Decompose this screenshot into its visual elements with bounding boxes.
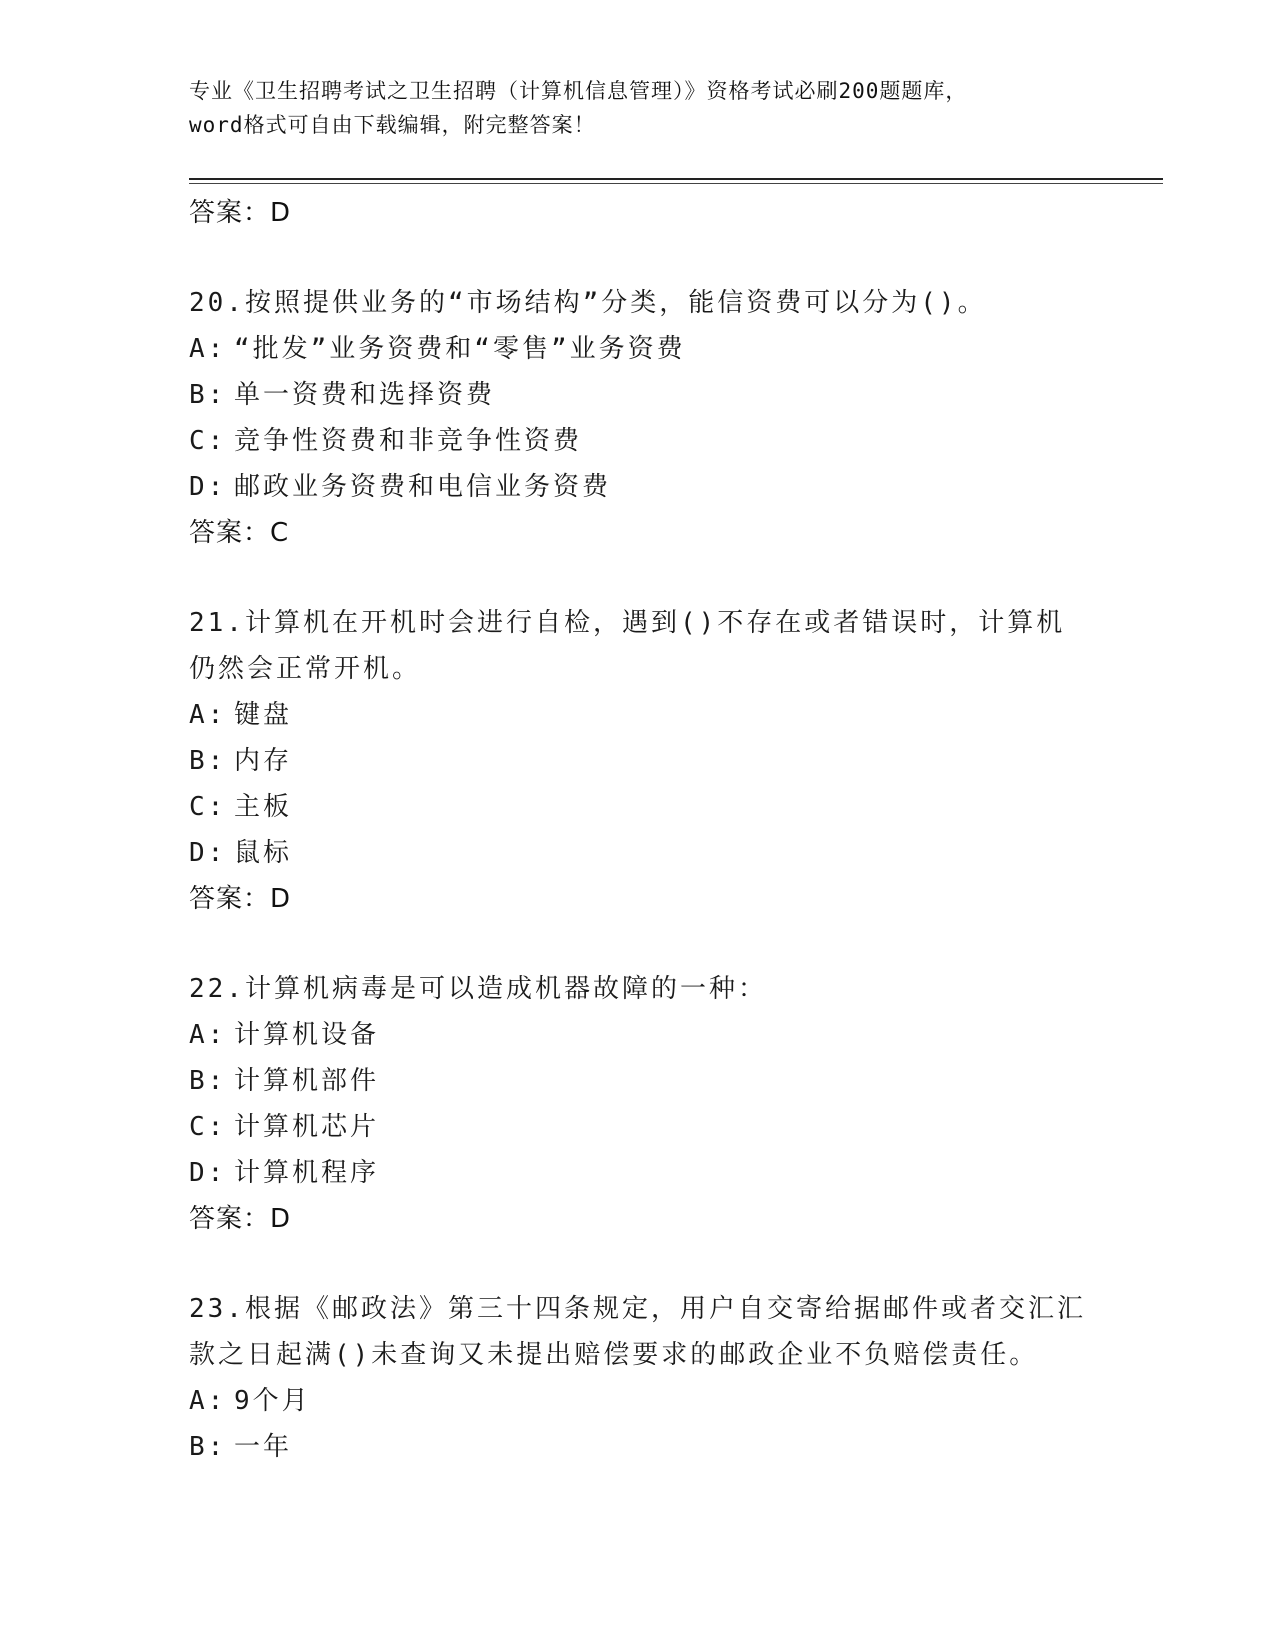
spacer: [189, 922, 1089, 966]
option-a: [189, 1378, 1089, 1424]
question-block: [189, 280, 1089, 556]
option-text: 9个月: [234, 1386, 311, 1416]
answer-line: 答案：C: [189, 518, 290, 548]
header-line-1: 专业《卫生招聘考试之卫生招聘（计算机信息管理）》资格考试必刷200题题库，: [189, 79, 968, 103]
document-header: [189, 74, 1089, 142]
option-label: D:: [189, 838, 227, 868]
option-text: 计算机芯片: [234, 1112, 380, 1142]
header-divider: [189, 178, 1163, 180]
option-a: [189, 1012, 1089, 1058]
header-line-2: word格式可自由下载编辑，附完整答案！: [189, 113, 596, 137]
option-text: 主板: [234, 792, 293, 822]
option-b: [189, 738, 1089, 784]
option-text: 一年: [234, 1432, 293, 1462]
question-block: [189, 1286, 1089, 1470]
previous-answer: 答案：D: [189, 198, 292, 228]
option-a: [189, 326, 1089, 372]
option-label: A:: [189, 700, 227, 730]
answer-line: 答案：D: [189, 884, 292, 914]
option-text: 竞争性资费和非竞争性资费: [234, 426, 583, 456]
option-text: “批发”业务资费和“零售”业务资费: [234, 334, 686, 364]
option-label: D:: [189, 1158, 227, 1188]
option-text: 内存: [234, 746, 293, 776]
option-d: [189, 464, 1089, 510]
header-divider-secondary: [189, 183, 1163, 184]
question-text: 20.按照提供业务的“市场结构”分类，能信资费可以分为()。: [189, 288, 987, 318]
option-c: [189, 1104, 1089, 1150]
question-block: [189, 600, 1089, 922]
option-b: [189, 372, 1089, 418]
option-label: C:: [189, 1112, 227, 1142]
spacer: [189, 236, 1089, 280]
spacer: [189, 556, 1089, 600]
option-label: C:: [189, 426, 227, 456]
option-text: 键盘: [234, 700, 293, 730]
option-label: B:: [189, 1066, 227, 1096]
option-label: A:: [189, 1020, 227, 1050]
option-b: [189, 1058, 1089, 1104]
option-label: B:: [189, 746, 227, 776]
question-block: [189, 966, 1089, 1242]
option-label: B:: [189, 1432, 227, 1462]
option-label: B:: [189, 380, 227, 410]
option-text: 计算机设备: [234, 1020, 380, 1050]
option-d: [189, 1150, 1089, 1196]
option-a: [189, 692, 1089, 738]
option-c: [189, 418, 1089, 464]
option-c: [189, 784, 1089, 830]
option-text: 计算机部件: [234, 1066, 380, 1096]
option-label: D:: [189, 472, 227, 502]
option-label: C:: [189, 792, 227, 822]
option-d: [189, 830, 1089, 876]
option-text: 计算机程序: [234, 1158, 380, 1188]
option-text: 单一资费和选择资费: [234, 380, 496, 410]
option-b: [189, 1424, 1089, 1470]
option-label: A:: [189, 1386, 227, 1416]
question-list: [189, 190, 1089, 1470]
question-text: 23.根据《邮政法》第三十四条规定，用户自交寄给据邮件或者交汇汇款之日起满()未查询又未提出赔偿要求的邮政企业不负赔偿责任。: [189, 1294, 1086, 1370]
option-text: 邮政业务资费和电信业务资费: [234, 472, 612, 502]
question-text: 22.计算机病毒是可以造成机器故障的一种：: [189, 974, 767, 1004]
option-label: A:: [189, 334, 227, 364]
question-text: 21.计算机在开机时会进行自检，遇到()不存在或者错误时，计算机仍然会正常开机。: [189, 608, 1066, 684]
answer-line: 答案：D: [189, 1204, 292, 1234]
spacer: [189, 1242, 1089, 1286]
option-text: 鼠标: [234, 838, 293, 868]
